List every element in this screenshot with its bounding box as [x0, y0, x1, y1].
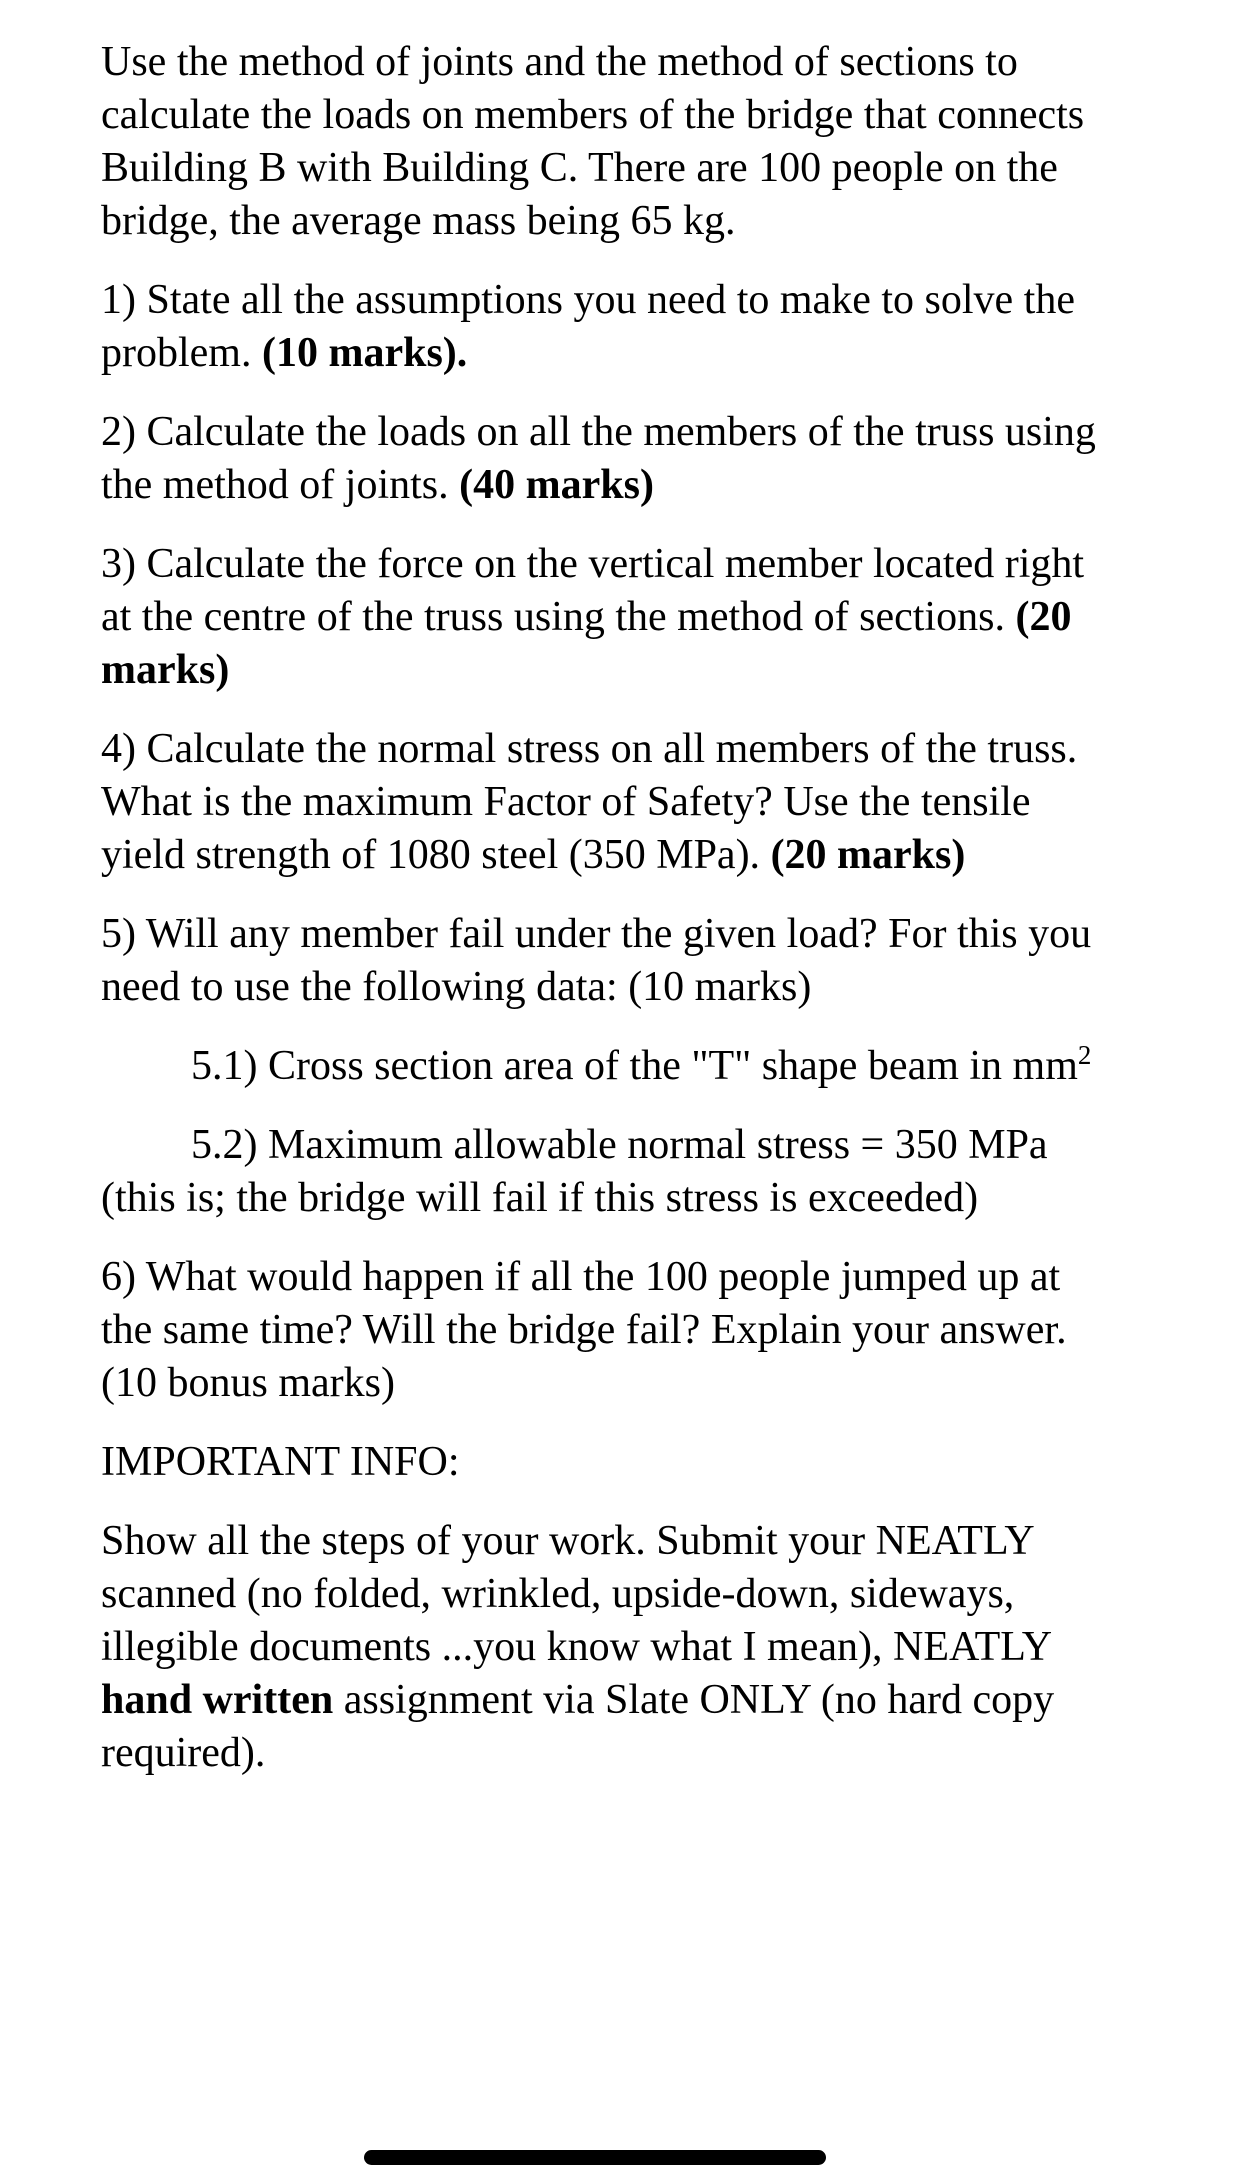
question-3-text: 3) Calculate the force on the vertical member located right at the centre of the truss using the method of sections. — [101, 541, 1085, 640]
subitem-5-2: 5.2) Maximum allowable normal stress = 350 MPa (this is; the bridge will fail if this stress is exceeded) — [101, 1122, 1048, 1221]
subitem-5-1 — [101, 1040, 1121, 1093]
question-5: 5) Will any member fail under the given load? For this you need to use the following data: (10 marks) — [101, 911, 1092, 1010]
important-heading: IMPORTANT INFO: — [101, 1439, 460, 1485]
question-2-text: 2) Calculate the loads on all the members of the truss using the method of joints. — [101, 409, 1096, 508]
home-indicator[interactable] — [364, 2150, 826, 2165]
question-4 — [101, 723, 1121, 882]
important-info-bold: hand written — [101, 1677, 334, 1723]
question-2 — [101, 406, 1121, 512]
important-info — [101, 1515, 1121, 1780]
question-4-text: 4) Calculate the normal stress on all members of the truss. What is the maximum Factor of Safety? Use the tensile yield strength of 1080 steel (350 MPa). — [101, 726, 1078, 878]
question-4-marks: (20 marks) — [770, 832, 966, 878]
important-info-text-end: assignment via Slate ONLY (no hard copy required). — [101, 1677, 1055, 1776]
subitem-5-1-text: 5.1) Cross section area of the "T" shape beam in mm — [191, 1043, 1078, 1089]
question-1 — [101, 274, 1121, 380]
question-1-marks: (10 marks). — [261, 330, 468, 376]
question-2-marks: (40 marks) — [459, 462, 654, 508]
question-3-marks: (20 marks) — [101, 594, 1072, 693]
question-1-text: 1) State all the assumptions you need to make to solve the problem. — [101, 277, 1075, 376]
question-3 — [101, 538, 1121, 697]
intro-paragraph: Use the method of joints and the method of sections to calculate the loads on members of the bridge that connects Building B with Building C. There are 100 people on the bridge, the average mass being 65 kg. — [101, 39, 1085, 244]
superscript-squared: 2 — [1077, 1040, 1092, 1070]
question-6: 6) What would happen if all the 100 people jumped up at the same time? Will the bridge fail? Explain your answer. (10 bonus marks) — [101, 1254, 1067, 1406]
important-info-text: Show all the steps of your work. Submit your NEATLY scanned (no folded, wrinkled, upside-down, sideways, illegible documents ...you know what I mean), NEATLY — [101, 1518, 1051, 1670]
assignment-document — [101, 36, 1121, 1806]
